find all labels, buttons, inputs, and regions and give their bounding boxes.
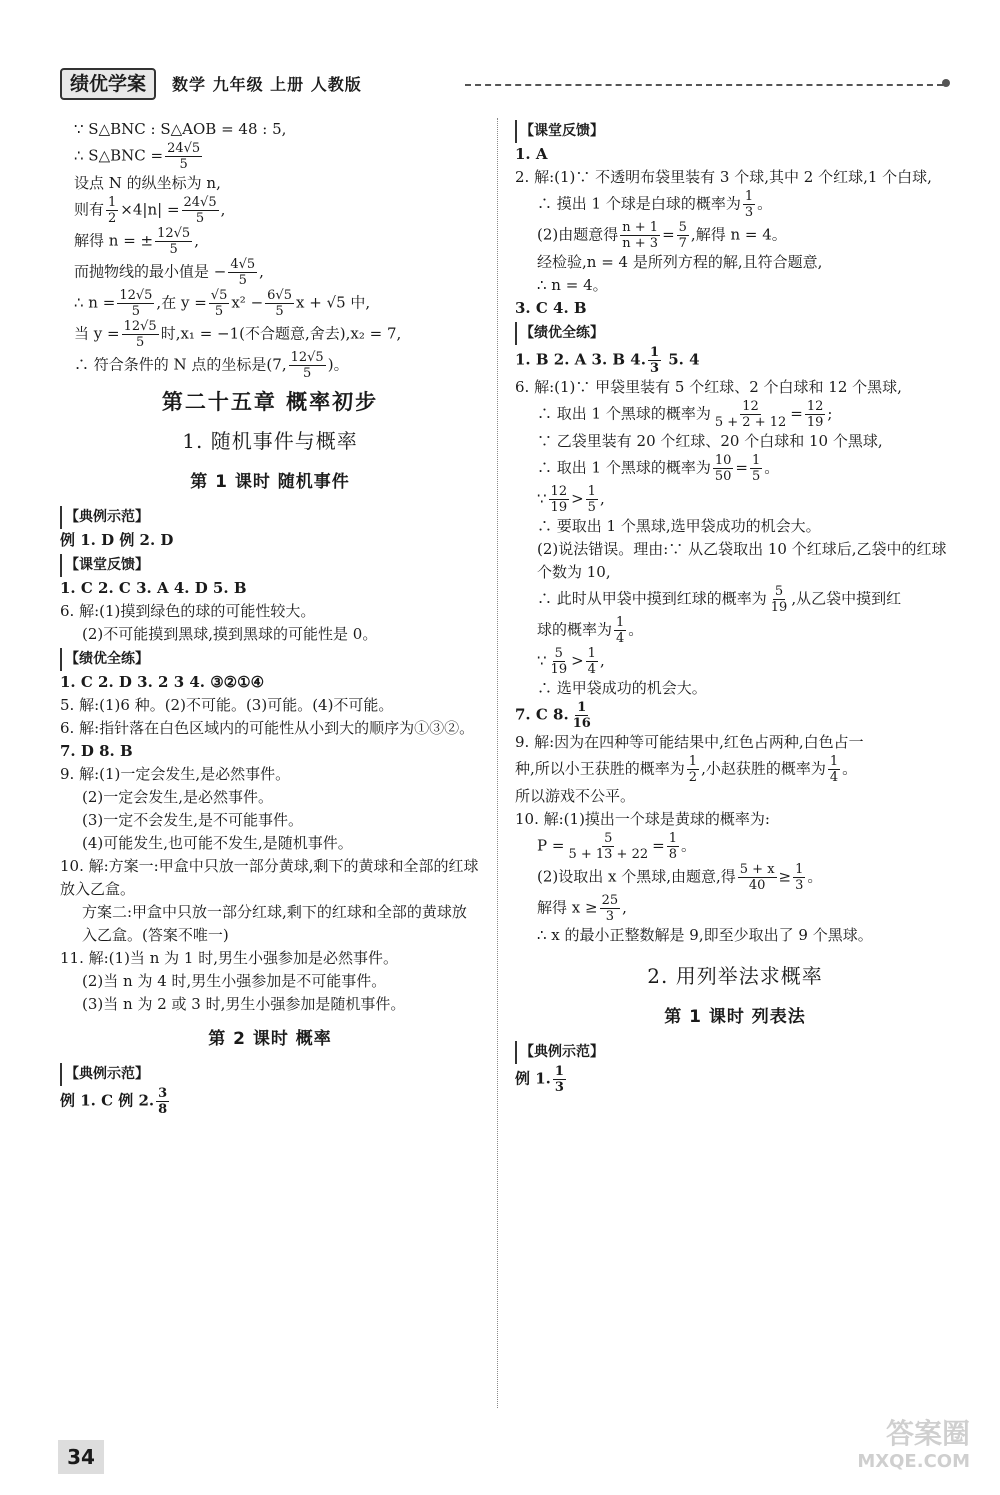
numerator: 12 <box>806 399 824 414</box>
numerator: 1 <box>795 862 804 877</box>
step-equation: 则有 $\frac{1}{2}$ ×4|n| = $\frac{24√5}{5}$ , <box>74 195 226 226</box>
fraction <box>677 220 689 251</box>
r-answer-10b <box>515 831 955 862</box>
numerator: 1 <box>108 195 117 210</box>
r-answer-6c: ∵ 乙袋里装有 20 个红球、20 个白球和 10 个黑球, <box>537 432 883 450</box>
fraction <box>738 862 777 893</box>
page-header <box>60 66 950 100</box>
numerator: 12√5 <box>290 350 324 365</box>
text: ,从乙袋中摸到红 <box>791 589 902 608</box>
text: ∴ 取出 1 个黑球的概率为 <box>537 404 711 423</box>
numerator: 1 <box>616 615 625 630</box>
r-answer-10a: 10. 解:(1)摸出一个球是黄球的概率为: <box>515 810 770 828</box>
r-answer-6a: 6. 解:(1)∵ 甲袋里装有 5 个红球、2 个白球和 12 个黑球, <box>515 378 902 396</box>
fraction <box>549 646 570 677</box>
fraction <box>828 754 840 785</box>
denominator: 8 <box>158 1102 168 1117</box>
answer-6: 6. 解:指针落在白色区域内的可能性从小到大的顺序为①③②。 <box>60 719 475 737</box>
fraction <box>687 754 699 785</box>
section-title-2: 2. 用列举法求概率 <box>647 964 823 988</box>
answer-11a: 11. 解:(1)当 n 为 1 时,男生小强参加是必然事件。 <box>60 949 398 967</box>
step-solve: 解得 n = ± $\frac{12√5}{5}$ , <box>74 226 199 257</box>
r-practice-1-5 <box>515 345 955 376</box>
denominator: 5 <box>131 304 140 319</box>
r-answer-6b <box>515 399 955 430</box>
fraction <box>805 399 826 430</box>
text: (2)由题意得 <box>537 225 619 244</box>
denominator: 16 <box>572 716 591 731</box>
step-substitute <box>60 288 480 319</box>
denominator: 5 + 2 + 12 <box>714 415 787 430</box>
step-when <box>60 319 480 350</box>
tag-example: 【 典例示范 】 <box>60 506 152 529</box>
r-answer-6j <box>515 646 955 677</box>
text: )。 <box>327 355 349 374</box>
numerator: 12√5 <box>119 288 153 303</box>
fraction <box>566 831 650 862</box>
fraction <box>667 831 679 862</box>
lesson-title: 第 1 课时 随机事件 <box>190 472 350 492</box>
tag-feedback: 【 课堂反馈 】 <box>60 554 152 577</box>
text: ∵ <box>537 651 547 670</box>
r-answer-10d <box>515 893 955 924</box>
text: ∴ 取出 1 个黑球的概率为 <box>537 458 711 477</box>
text: x + √5 中, <box>295 293 371 312</box>
right-column <box>515 118 955 1095</box>
watermark <box>840 1417 970 1480</box>
fraction <box>793 862 805 893</box>
numerator: 1 <box>668 831 677 846</box>
answer-5: 5. 解:(1)6 种。(2)不可能。(3)可能。(4)不可能。 <box>60 696 394 714</box>
denominator: 5 <box>169 242 178 257</box>
text: ,解得 n = 4。 <box>690 225 787 244</box>
text: , <box>599 489 605 508</box>
text: P = <box>537 836 565 855</box>
text: 例 1. C 例 2. <box>60 1091 155 1110</box>
fraction <box>265 288 294 319</box>
r-answer-7-8 <box>515 700 955 731</box>
fraction <box>155 226 192 257</box>
numerator: 4√5 <box>230 257 256 272</box>
numerator: 12√5 <box>123 319 157 334</box>
answer-9d: (4)可能发生,也可能不发生,是随机事件。 <box>82 834 353 852</box>
r-answer-6e <box>515 484 955 515</box>
answer-9a: 9. 解:(1)一定会发生,是必然事件。 <box>60 765 291 783</box>
example-answers-2 <box>60 1086 480 1117</box>
example-answers: 例 1. D 例 2. D <box>60 531 174 549</box>
numerator: 1 <box>829 754 839 769</box>
denominator: 3 <box>554 1080 564 1095</box>
numerator: 1 <box>751 453 761 468</box>
tag-practice-r: 【 绩优全练 】 <box>515 322 607 345</box>
fraction <box>713 399 788 430</box>
denominator: 3 <box>744 205 754 220</box>
left-column <box>60 118 480 1117</box>
denominator: 5 <box>751 469 761 484</box>
header-dot <box>942 79 950 87</box>
text: ∵ <box>537 489 547 508</box>
fraction <box>713 453 734 484</box>
denominator: 19 <box>550 500 568 515</box>
text: > <box>571 489 584 508</box>
lesson-title-3: 第 1 课时 列表法 <box>664 1007 806 1027</box>
r-answer-6i <box>515 615 955 646</box>
answer-10a: 10. 解:方案一:甲盒中只放一部分黄球,剩下的黄球和全部的红球放入乙盒。 <box>60 857 479 898</box>
book-subtitle: 数学 九年级 上册 人教版 <box>172 75 362 94</box>
r-answer-2c <box>515 220 955 251</box>
denominator: 3 <box>795 878 804 893</box>
denominator: n + 3 <box>622 236 659 251</box>
text: 则有 <box>74 200 105 219</box>
chapter-title: 第二十五章 概率初步 <box>161 390 379 414</box>
fraction <box>586 646 598 677</box>
fraction <box>571 700 593 731</box>
r-answer-1: 1. A <box>515 145 548 163</box>
text: ,小赵获胜的概率为 <box>701 759 826 778</box>
text: = <box>662 225 675 244</box>
page-number: 34 <box>58 1440 104 1474</box>
r-answer-6g: (2)说法错误。理由:∵ 从乙袋取出 10 个红球后,乙袋中的红球个数为 10, <box>537 540 947 581</box>
fraction <box>600 893 621 924</box>
text: ∴ 此时从甲袋中摸到红球的概率为 <box>537 589 767 608</box>
text: > <box>571 651 584 670</box>
text: 。 <box>628 620 644 639</box>
r-answer-6f: ∴ 要取出 1 个黑球,选甲袋成功的机会大。 <box>537 517 821 535</box>
r-answer-3-4: 3. C 4. B <box>515 299 587 317</box>
step-area <box>60 141 480 172</box>
fraction <box>553 1064 566 1095</box>
text: = <box>735 458 748 477</box>
fraction <box>122 319 159 350</box>
lesson-title-2: 第 2 课时 概率 <box>208 1029 332 1049</box>
numerator: 10 <box>714 453 732 468</box>
column-divider <box>497 118 498 1408</box>
text: 7. C 8. <box>515 705 569 724</box>
denominator: 4 <box>616 631 625 646</box>
numerator: 1 <box>744 189 754 204</box>
text: 而抛物线的最小值是 − <box>74 262 227 281</box>
fraction <box>586 484 598 515</box>
fraction <box>106 195 118 226</box>
numerator: 1 <box>587 646 596 661</box>
r-answer-9c: 所以游戏不公平。 <box>515 787 636 805</box>
text: 解得 n = ± <box>74 231 154 250</box>
text: 时,x₁ = −1(不合题意,舍去),x₂ = 7, <box>160 324 402 343</box>
answer-10b: 方案二:甲盒中只放一部分红球,剩下的红球和全部的黄球放入乙盒。(答案不唯一) <box>82 903 467 944</box>
practice-answers: 1. C 2. D 3. 2 3 4. ③②①④ <box>60 673 265 691</box>
fraction <box>620 220 660 251</box>
text: 。 <box>680 836 696 855</box>
denominator: 4 <box>587 662 596 677</box>
denominator: 5 <box>587 500 596 515</box>
numerator: 24√5 <box>167 141 201 156</box>
denominator: 5 <box>214 304 224 319</box>
denominator: 2 <box>688 770 698 785</box>
text: ∴ S△BNC = <box>74 146 164 165</box>
denominator: 8 <box>668 847 677 862</box>
text: ≥ <box>778 867 792 886</box>
step-set-n: 设点 N 的纵坐标为 n, <box>74 174 221 192</box>
numerator: 1 <box>554 1064 564 1079</box>
answer-11b: (2)当 n 为 4 时,男生小强参加是不可能事件。 <box>82 972 387 990</box>
r-answer-2a: 2. 解:(1)∵ 不透明布袋里装有 3 个球,其中 2 个红球,1 个白球, <box>515 168 932 186</box>
r-answer-2e: ∴ n = 4。 <box>537 276 608 294</box>
numerator: 1 <box>649 345 660 360</box>
fraction <box>182 195 219 226</box>
tag-example-3: 【 典例示范 】 <box>515 1041 607 1064</box>
fraction <box>165 141 202 172</box>
text: (2)设取出 x 个黑球,由题意,得 <box>537 867 736 886</box>
fraction <box>614 615 626 646</box>
denominator: 50 <box>714 469 732 484</box>
fraction <box>549 484 570 515</box>
header-rule <box>465 84 943 86</box>
text: ,在 y = <box>156 293 207 312</box>
answer-6b: (2)不可能摸到黑球,摸到黑球的可能性是 0。 <box>82 625 378 643</box>
numerator: 5 <box>554 646 563 661</box>
r-answer-9a: 9. 解:因为在四种等可能结果中,红色占两种,白色占一 <box>515 733 864 751</box>
text: 种,所以小王获胜的概率为 <box>515 759 685 778</box>
fraction <box>769 584 790 615</box>
denominator: 3 <box>605 909 614 924</box>
text: = <box>652 836 665 855</box>
r-answer-10e: ∴ x 的最小正整数解是 9,即至少取出了 9 个黑球。 <box>537 926 873 944</box>
r-answer-9b <box>515 754 955 785</box>
answer-9c: (3)一定不会发生,是不可能事件。 <box>82 811 304 829</box>
step-answer <box>60 350 480 381</box>
numerator: 12√5 <box>157 226 191 241</box>
denominator: 5 <box>136 335 145 350</box>
fraction <box>117 288 154 319</box>
text: 1. B 2. A 3. B 4. <box>515 350 646 369</box>
numerator: 12 <box>550 484 568 499</box>
numerator: 12 <box>742 399 759 414</box>
denominator: 3 <box>649 361 660 376</box>
denominator: 40 <box>748 878 766 893</box>
denominator: 19 <box>770 600 788 615</box>
numerator: 5 <box>678 220 687 235</box>
feedback-answers: 1. C 2. C 3. A 4. D 5. B <box>60 579 247 597</box>
fraction <box>750 453 762 484</box>
tag-practice: 【 绩优全练 】 <box>60 648 152 671</box>
denominator: 5 <box>238 273 247 288</box>
text: ; <box>827 404 833 423</box>
denominator: 5 <box>275 304 284 319</box>
answer-6a: 6. 解:(1)摸到绿色的球的可能性较大。 <box>60 602 316 620</box>
denominator: 5 <box>195 211 205 226</box>
denominator: 4 <box>829 770 839 785</box>
numerator: 1 <box>577 700 587 715</box>
text: 。 <box>807 867 823 886</box>
text: = <box>790 404 803 423</box>
watermark-line: MXQE.COM <box>857 1451 970 1472</box>
text: ×4|n| = <box>120 200 180 219</box>
denominator: 2 <box>108 211 117 226</box>
text: , <box>599 651 605 670</box>
numerator: 24√5 <box>183 195 217 210</box>
answer-11c: (3)当 n 为 2 或 3 时,男生小强参加是随机事件。 <box>82 995 406 1013</box>
numerator: 1 <box>688 754 698 769</box>
numerator: n + 1 <box>622 220 659 235</box>
text: ∴ n = <box>74 293 116 312</box>
denominator: 5 <box>303 366 312 381</box>
tag-example-2: 【 典例示范 】 <box>60 1063 152 1086</box>
numerator: 5 <box>774 584 784 599</box>
numerator: 6√5 <box>267 288 292 303</box>
example-answers-3 <box>515 1064 955 1095</box>
section-title: 1. 随机事件与概率 <box>182 429 358 453</box>
denominator: 5 + 13 + 22 <box>568 847 649 862</box>
numerator: √5 <box>210 288 228 303</box>
answer-9b: (2)一定会发生,是必然事件。 <box>82 788 274 806</box>
text: , <box>622 898 627 917</box>
r-answer-6h <box>515 584 955 615</box>
text: 球的概率为 <box>537 620 613 639</box>
text: 5. 4 <box>668 350 700 369</box>
denominator: 19 <box>550 662 568 677</box>
text: 。 <box>757 194 773 213</box>
fraction <box>289 350 326 381</box>
fraction <box>209 288 230 319</box>
r-answer-6d <box>515 453 955 484</box>
tag-feedback-r: 【 课堂反馈 】 <box>515 120 607 143</box>
text: ∴ 摸出 1 个球是白球的概率为 <box>537 194 741 213</box>
denominator: 5 <box>179 157 188 172</box>
text: 。 <box>842 759 858 778</box>
step-min: 而抛物线的最小值是 − $\frac{4√5}{5}$ , <box>74 257 264 288</box>
numerator: 3 <box>158 1086 168 1101</box>
numerator: 25 <box>601 893 619 908</box>
numerator: 5 <box>604 831 613 846</box>
text: 当 y = <box>74 324 120 343</box>
watermark-line: 答案圈 <box>885 1417 970 1450</box>
denominator: 7 <box>678 236 687 251</box>
answer-7-8: 7. D 8. B <box>60 742 133 760</box>
r-answer-6k: ∴ 选甲袋成功的机会大。 <box>537 679 707 697</box>
fraction <box>156 1086 169 1117</box>
fraction <box>743 189 755 220</box>
brand-logo: 绩优学案 <box>60 68 156 100</box>
step-ratio: ∵ S△BNC : S△AOB = 48 : 5, <box>74 120 287 138</box>
text: 例 1. <box>515 1069 551 1088</box>
r-answer-10c <box>515 862 955 893</box>
fraction <box>228 257 257 288</box>
r-answer-2b <box>515 189 955 220</box>
text: ∴ 符合条件的 N 点的坐标是(7, <box>74 355 287 374</box>
text: 。 <box>764 458 780 477</box>
denominator: 19 <box>806 415 824 430</box>
text: x² − <box>231 293 264 312</box>
numerator: 5 + x <box>739 862 775 877</box>
fraction <box>648 345 661 376</box>
text: 解得 x ≥ <box>537 898 598 917</box>
r-answer-2d: 经检验,n = 4 是所列方程的解,且符合题意, <box>537 253 823 271</box>
numerator: 1 <box>587 484 596 499</box>
